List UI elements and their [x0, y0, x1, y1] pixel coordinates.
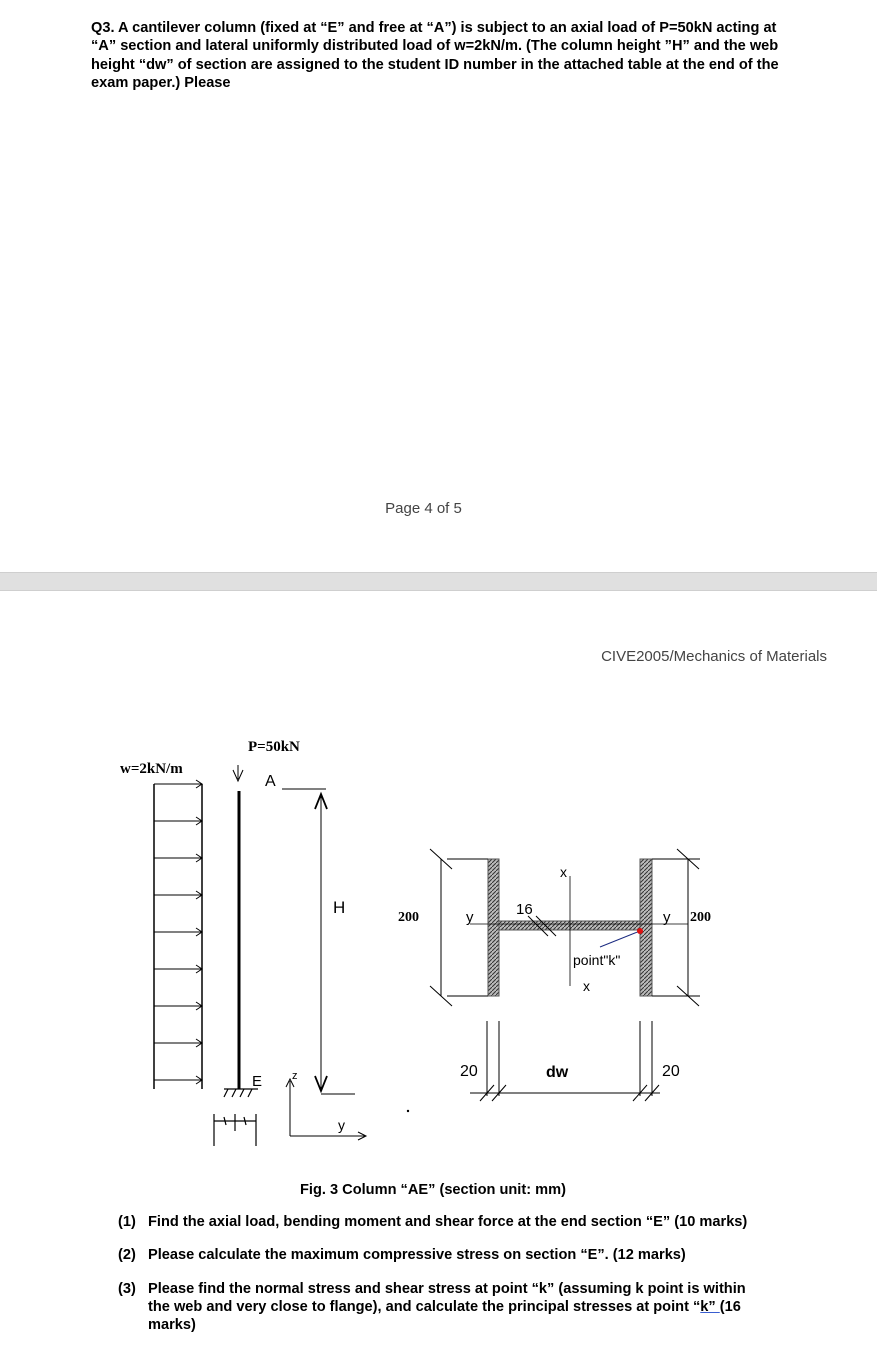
- task-text: Find the axial load, bending moment and shear force at the end section “E” (10 marks): [148, 1214, 748, 1230]
- task-text: Please find the normal stress and shear stress at point “k” (assuming k point is within the web and very close to flange), and calculate the principal stresses at point “: [148, 1280, 746, 1315]
- course-header: CIVE2005/Mechanics of Materials: [601, 648, 827, 665]
- point-a-label: A: [265, 773, 276, 790]
- figure-3-diagram: [0, 591, 877, 1191]
- axes-triad: [286, 1079, 366, 1140]
- fixed-support: [214, 1089, 258, 1146]
- figure-caption: Fig. 3 Column “AE” (section unit: mm): [300, 1182, 566, 1198]
- axis-y-label: y: [338, 1117, 345, 1133]
- task-2: [118, 1246, 768, 1264]
- exam-page-5: [0, 591, 877, 1365]
- height-label: H: [333, 898, 346, 917]
- section-left-dim: 200: [398, 910, 419, 925]
- exam-page-4: [0, 0, 877, 572]
- web-thickness-label: 16: [516, 901, 533, 918]
- task-number: (2): [118, 1247, 136, 1264]
- task-3: [118, 1280, 768, 1335]
- axis-x-bottom: x: [583, 978, 590, 994]
- axis-y-left: y: [466, 909, 474, 926]
- task-text-underlined: k”: [700, 1298, 720, 1315]
- task-text-end: (16 marks): [148, 1298, 741, 1334]
- load-w-label: w=2kN/m: [120, 761, 183, 777]
- axial-load-arrow: [233, 765, 243, 781]
- task-number: (1): [118, 1214, 136, 1230]
- point-k-marker: [637, 928, 643, 934]
- web-height-label: dw: [546, 1064, 569, 1081]
- task-1: [118, 1213, 768, 1231]
- axis-z-label: z: [292, 1070, 298, 1082]
- web: [499, 921, 640, 930]
- flange-left-thickness: 20: [460, 1063, 478, 1080]
- task-list: [118, 1213, 768, 1349]
- page-number: Page 4 of 5: [385, 500, 462, 517]
- task-text: Please calculate the maximum compressive stress on section “E”. (12 marks): [148, 1247, 686, 1264]
- point-k-label: point"k": [573, 952, 621, 968]
- height-dimension: [315, 794, 355, 1094]
- axis-x-top: x: [560, 864, 567, 880]
- point-e-label: E: [252, 1073, 263, 1090]
- page-separator: [0, 572, 877, 591]
- left-flange: [488, 859, 499, 996]
- right-flange: [640, 859, 652, 996]
- point-k-leader: [600, 931, 640, 947]
- load-p-label: P=50kN: [248, 739, 300, 755]
- flange-right-thickness: 20: [662, 1063, 680, 1080]
- axis-y-right: y: [663, 909, 671, 926]
- distributed-load: [154, 780, 202, 1089]
- section-right-dim: 200: [690, 910, 711, 925]
- task-number: (3): [118, 1280, 136, 1297]
- stray-dot: [407, 1110, 409, 1112]
- question-3-intro: Q3. A cantilever column (fixed at “E” and free at “A”) is subject to an axial load of P=50kN acting at “A” section and lateral uniformly distributed load of w=2kN/m. (The column height ”H” and the web height “dw” of section are assigned to the student ID number in the attached table at the end of the exam paper.) Please: [91, 20, 779, 91]
